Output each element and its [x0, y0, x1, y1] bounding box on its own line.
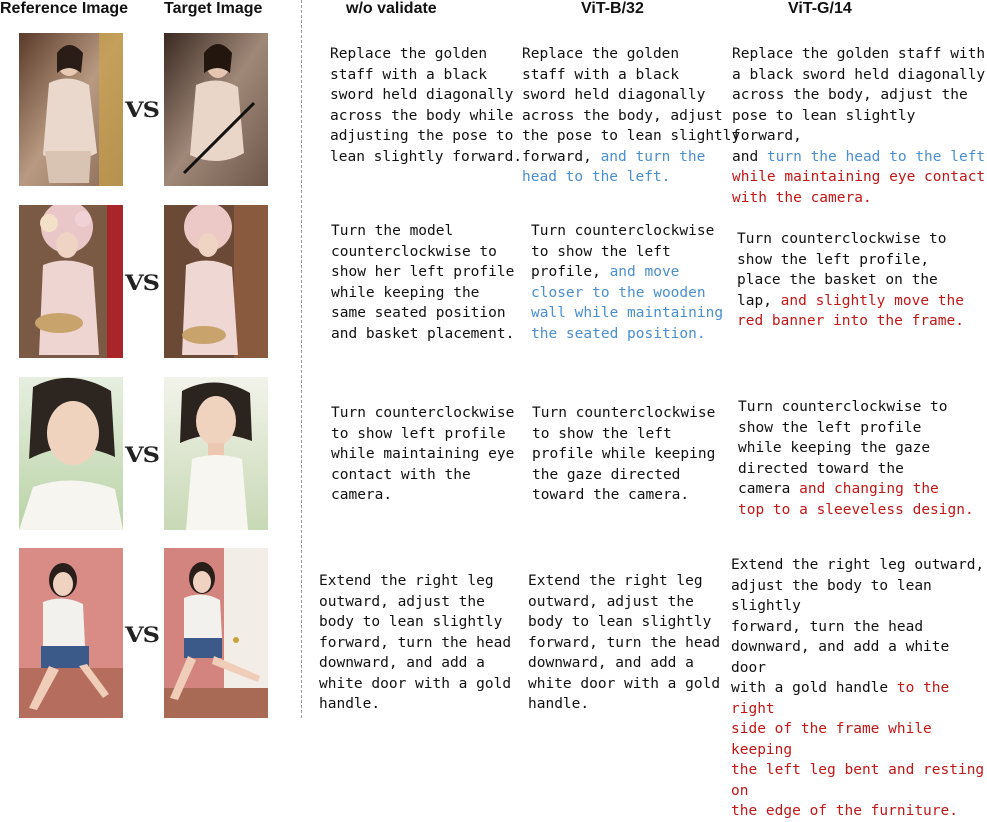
caption-row2-wo-validate	[331, 221, 514, 344]
caption-row4-vit-b32	[528, 571, 720, 715]
dashed-divider	[301, 0, 302, 718]
header-target-image: Target Image	[164, 0, 263, 17]
caption-segment: Turn the model counterclockwise to show her left profile while keeping the same seated position and basket placement.	[331, 223, 515, 342]
caption-segment-red: and slightly move the red banner into the frame.	[737, 292, 964, 329]
caption-segment: Replace the golden staff with a black sword held diagonally across the body while adjusting the pose to lean slightly forward.	[330, 46, 523, 165]
vs-label-3: VS	[125, 441, 159, 468]
caption-segment: Extend the right leg outward, adjust the body to lean slightly forward, turn the head downward, and add a white door with a gold handle	[731, 557, 985, 696]
reference-image-2	[19, 205, 123, 358]
caption-segment-red: while maintaining eye contact with the camera.	[732, 169, 986, 206]
header-reference-image: Reference Image	[0, 0, 129, 17]
reference-image-4	[19, 548, 123, 718]
caption-segment-blue: and turn the head to the left.	[522, 148, 706, 185]
reference-image-3	[19, 377, 123, 530]
caption-segment: Turn counterclockwise to show the left profile while keeping the gaze directed toward the camera.	[532, 405, 716, 503]
target-image-3	[164, 377, 268, 530]
header-vit-b32: ViT-B/32	[581, 0, 644, 17]
header-wo-validate: w/o validate	[346, 0, 437, 17]
caption-segment-blue: and move closer to the wooden wall while maintaining the seated position.	[531, 264, 724, 342]
caption-row4-wo-validate	[319, 571, 511, 715]
caption-row3-vit-g14	[738, 397, 974, 520]
caption-segment: Turn counterclockwise to show the left profile while keeping the gaze directed toward the camera	[738, 399, 948, 497]
caption-row1-vit-g14	[732, 44, 987, 208]
caption-segment-red: to the right side of the frame while keeping the left leg bent and resting on the edge of the furniture.	[731, 680, 985, 819]
vs-label-4: VS	[125, 621, 159, 648]
caption-row4-vit-g14	[731, 555, 987, 822]
caption-row2-vit-g14	[737, 229, 964, 332]
caption-segment: Turn counterclockwise to show the left profile, place the basket on the lap,	[737, 231, 947, 309]
target-image-4	[164, 548, 268, 718]
reference-image-1	[19, 33, 123, 186]
caption-segment: Extend the right leg outward, adjust the body to lean slightly forward, turn the head downward, and add a white door with a gold handle.	[319, 573, 512, 712]
vs-label-2: VS	[125, 269, 159, 296]
caption-row3-wo-validate	[331, 403, 514, 506]
caption-segment-blue: turn the head to the left	[766, 148, 986, 165]
caption-segment: Extend the right leg outward, adjust the body to lean slightly forward, turn the head downward, and add a white door with a gold handle.	[528, 573, 721, 712]
caption-segment-red: and changing the top to a sleeveless design.	[738, 481, 974, 518]
caption-row1-wo-validate	[330, 44, 522, 167]
vs-label-1: VS	[125, 96, 159, 123]
target-image-1	[164, 33, 268, 186]
target-image-2	[164, 205, 268, 358]
header-vit-g14: ViT-G/14	[788, 0, 852, 17]
caption-row1-vit-b32	[522, 44, 740, 188]
caption-segment: Replace the golden staff with a black sword held diagonally across the body, adjust the pose to lean slightly forward,	[522, 46, 741, 165]
caption-segment: Replace the golden staff with a black sword held diagonally across the body, adjust the pose to lean slightly forward, and	[732, 46, 986, 165]
caption-row2-vit-b32	[531, 221, 723, 344]
caption-segment: Turn counterclockwise to show left profile while maintaining eye contact with the camera.	[331, 405, 515, 503]
caption-row3-vit-b32	[532, 403, 715, 506]
caption-segment: Turn counterclockwise to show the left profile,	[531, 223, 715, 280]
